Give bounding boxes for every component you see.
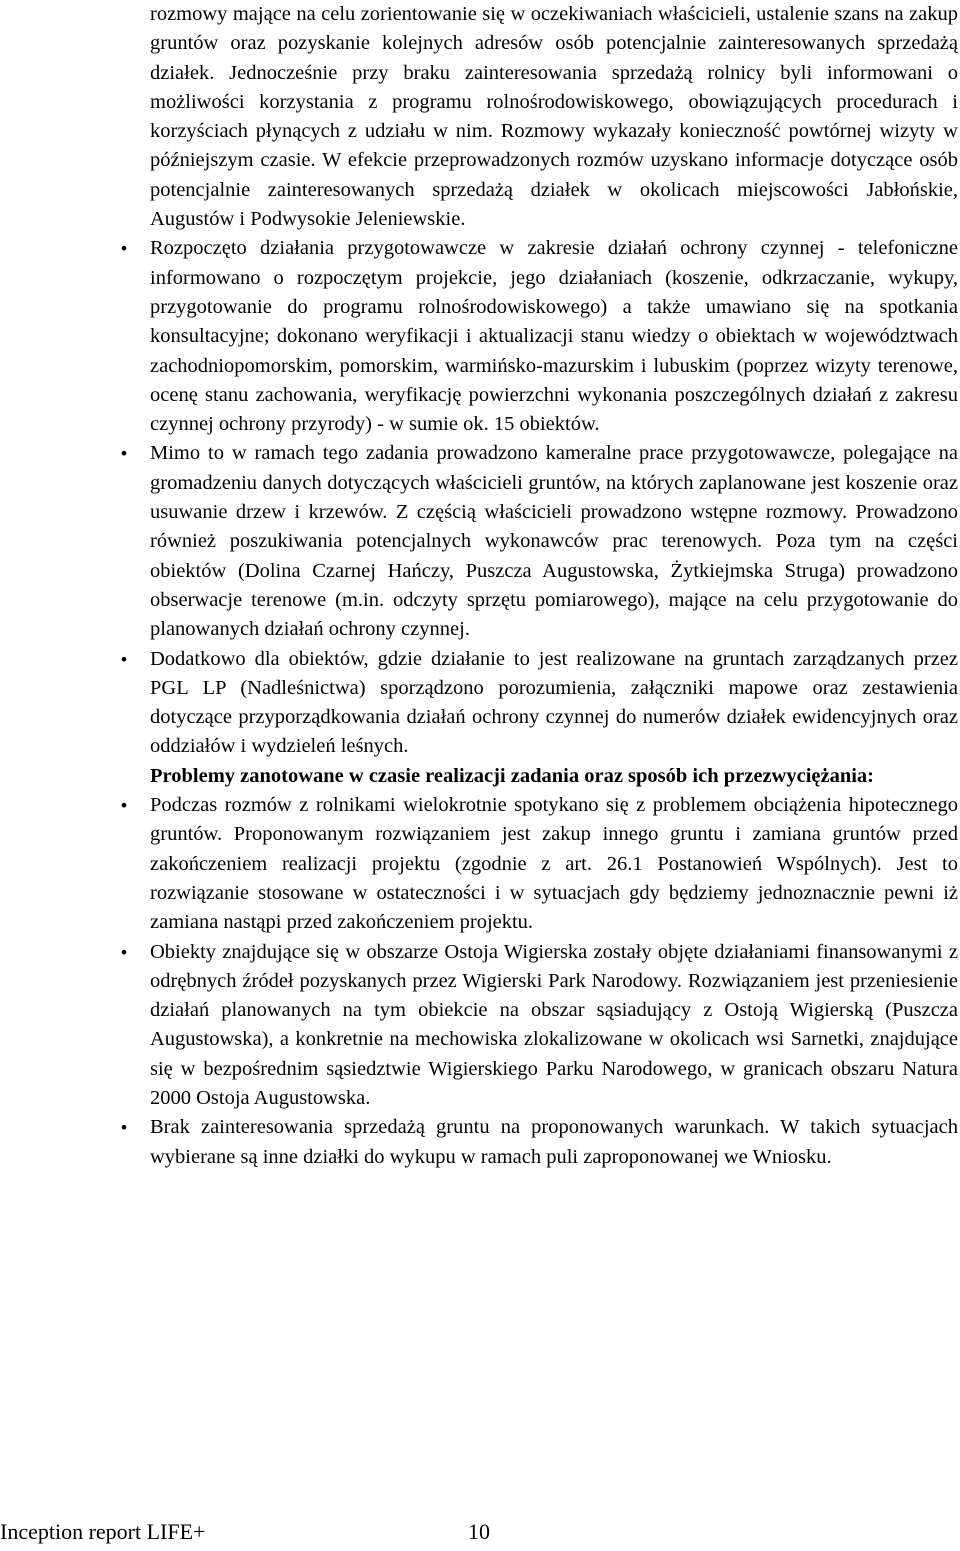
list-item xyxy=(119,791,958,937)
bullet-icon: • xyxy=(119,649,129,669)
list-item xyxy=(119,439,958,644)
footer-page-number: 10 xyxy=(468,1519,490,1544)
list-item-text: Rozpoczęto działania przygotowawcze w zakresie działań ochrony czynnej - telefoniczne informowano o rozpoczętym projekcie, jego działaniach (koszenie, odkrzaczanie, wykupy, przygotowanie do programu rolnośrodowiskowego) a także umawiano się na spotkania konsultacyjne; dokonano weryfikacji i aktualizacji stanu wiedzy o obiektach w województwach zachodniopomorskim, pomorskim, warmińsko-mazurskim i lubuskim (poprzez wizyty terenowe, ocenę stanu zachowania, weryfikację powierzchni wykonania poszczególnych działań z zakresu czynnej ochrony przyrody) - w sumie ok. 15 obiektów. xyxy=(150,237,958,436)
list-item-text: Brak zainteresowania sprzedażą gruntu na proponowanych warunkach. W takich sytuacjach wybierane są inne działki do wykupu w ramach puli zaproponowanej we Wniosku. xyxy=(150,1116,958,1168)
bullet-icon: • xyxy=(119,1118,129,1138)
list-item-text: Mimo to w ramach tego zadania prowadzono kameralne prace przygotowawcze, polegające na gromadzeniu danych dotyczących właścicieli gruntów, na których zaplanowane jest koszenie oraz usuwanie drzew i krzewów. Z częścią właścicieli prowadzono wstępne rozmowy. Prowadzono również poszukiwania potencjalnych wykonawców prac terenowych. Poza tym na części obiektów (Dolina Czarnej Hańczy, Puszcza Augustowska, Żytkiejmska Struga) prowadzono obserwacje terenowe (m.in. odczyty sprzętu pomiarowego), mające na celu przygotowanie do planowanych działań ochrony czynnej. xyxy=(150,442,958,641)
list-item-text: Obiekty znajdujące się w obszarze Ostoja Wigierska zostały objęte działaniami finansowanymi z odrębnych źródeł pozyskanych przez Wigierski Park Narodowy. Rozwiązaniem jest przeniesienie działań planowanych na tym obiekcie na obszar sąsiadujący z Ostoją Wigierską (Puszcza Augustowska), a konkretnie na mechowiska zlokalizowane w okolicach wsi Sarnetki, znajdujące się w bezpośrednim sąsiedztwie Wigierskiego Parku Narodowego, w granicach obszaru Natura 2000 Ostoja Augustowska. xyxy=(150,940,958,1109)
list-item xyxy=(119,234,958,439)
list-item xyxy=(119,645,958,762)
list-item-text: Dodatkowo dla obiektów, gdzie działanie to jest realizowane na gruntach zarządzanych przez PGL LP (Nadleśnictwa) sporządzono porozumienia, załączniki mapowe oraz zestawienia dotyczące przyporządkowania działań ochrony czynnej do numerów działek ewidencyjnych oraz oddziałów i wydzieleń leśnych. xyxy=(150,647,958,758)
problems-list xyxy=(119,791,958,1172)
bullet-icon: • xyxy=(119,444,129,464)
page-body xyxy=(119,0,958,1172)
list-item xyxy=(119,938,958,1114)
bullet-icon: • xyxy=(119,796,129,816)
problems-heading: Problemy zanotowane w czasie realizacji zadania oraz sposób ich przezwyciężania: xyxy=(150,764,875,787)
intro-paragraph: rozmowy mające na celu zorientowanie się w oczekiwaniach właścicieli, ustalenie szans na zakup gruntów oraz pozyskanie kolejnych adresów osób potencjalnie zainteresowanych sprzedażą działek. Jednocześnie przy braku zainteresowania sprzedażą rolnicy byli informowani o możliwości korzystania z programu rolnośrodowiskowego, obowiązujących procedurach i korzyściach płynących z udziału w nim. Rozmowy wykazały konieczność powtórnej wizyty w późniejszym czasie. W efekcie przeprowadzonych rozmów uzyskano informacje dotyczące osób potencjalnie zainteresowanych sprzedażą działek w okolicach miejscowości Jabłońskie, Augustów i Podwysokie Jeleniewskie. xyxy=(150,3,958,231)
activities-list xyxy=(119,234,958,761)
list-item-text: Podczas rozmów z rolnikami wielokrotnie spotykano się z problemem obciążenia hipotecznego gruntów. Proponowanym rozwiązaniem jest zakup innego gruntu i zamiana gruntów przed zakończeniem realizacji projektu (zgodnie z art. 26.1 Postanowień Wspólnych). Jest to rozwiązanie stosowane w ostateczności i w sytuacjach gdy będziemy jednoznacznie pewni iż zamiana nastąpi przed zakończeniem projektu. xyxy=(150,794,958,934)
footer-report-title: Inception report LIFE+ xyxy=(0,1519,206,1544)
bullet-icon: • xyxy=(119,942,129,962)
list-item xyxy=(119,1113,958,1172)
bullet-icon: • xyxy=(119,239,129,259)
